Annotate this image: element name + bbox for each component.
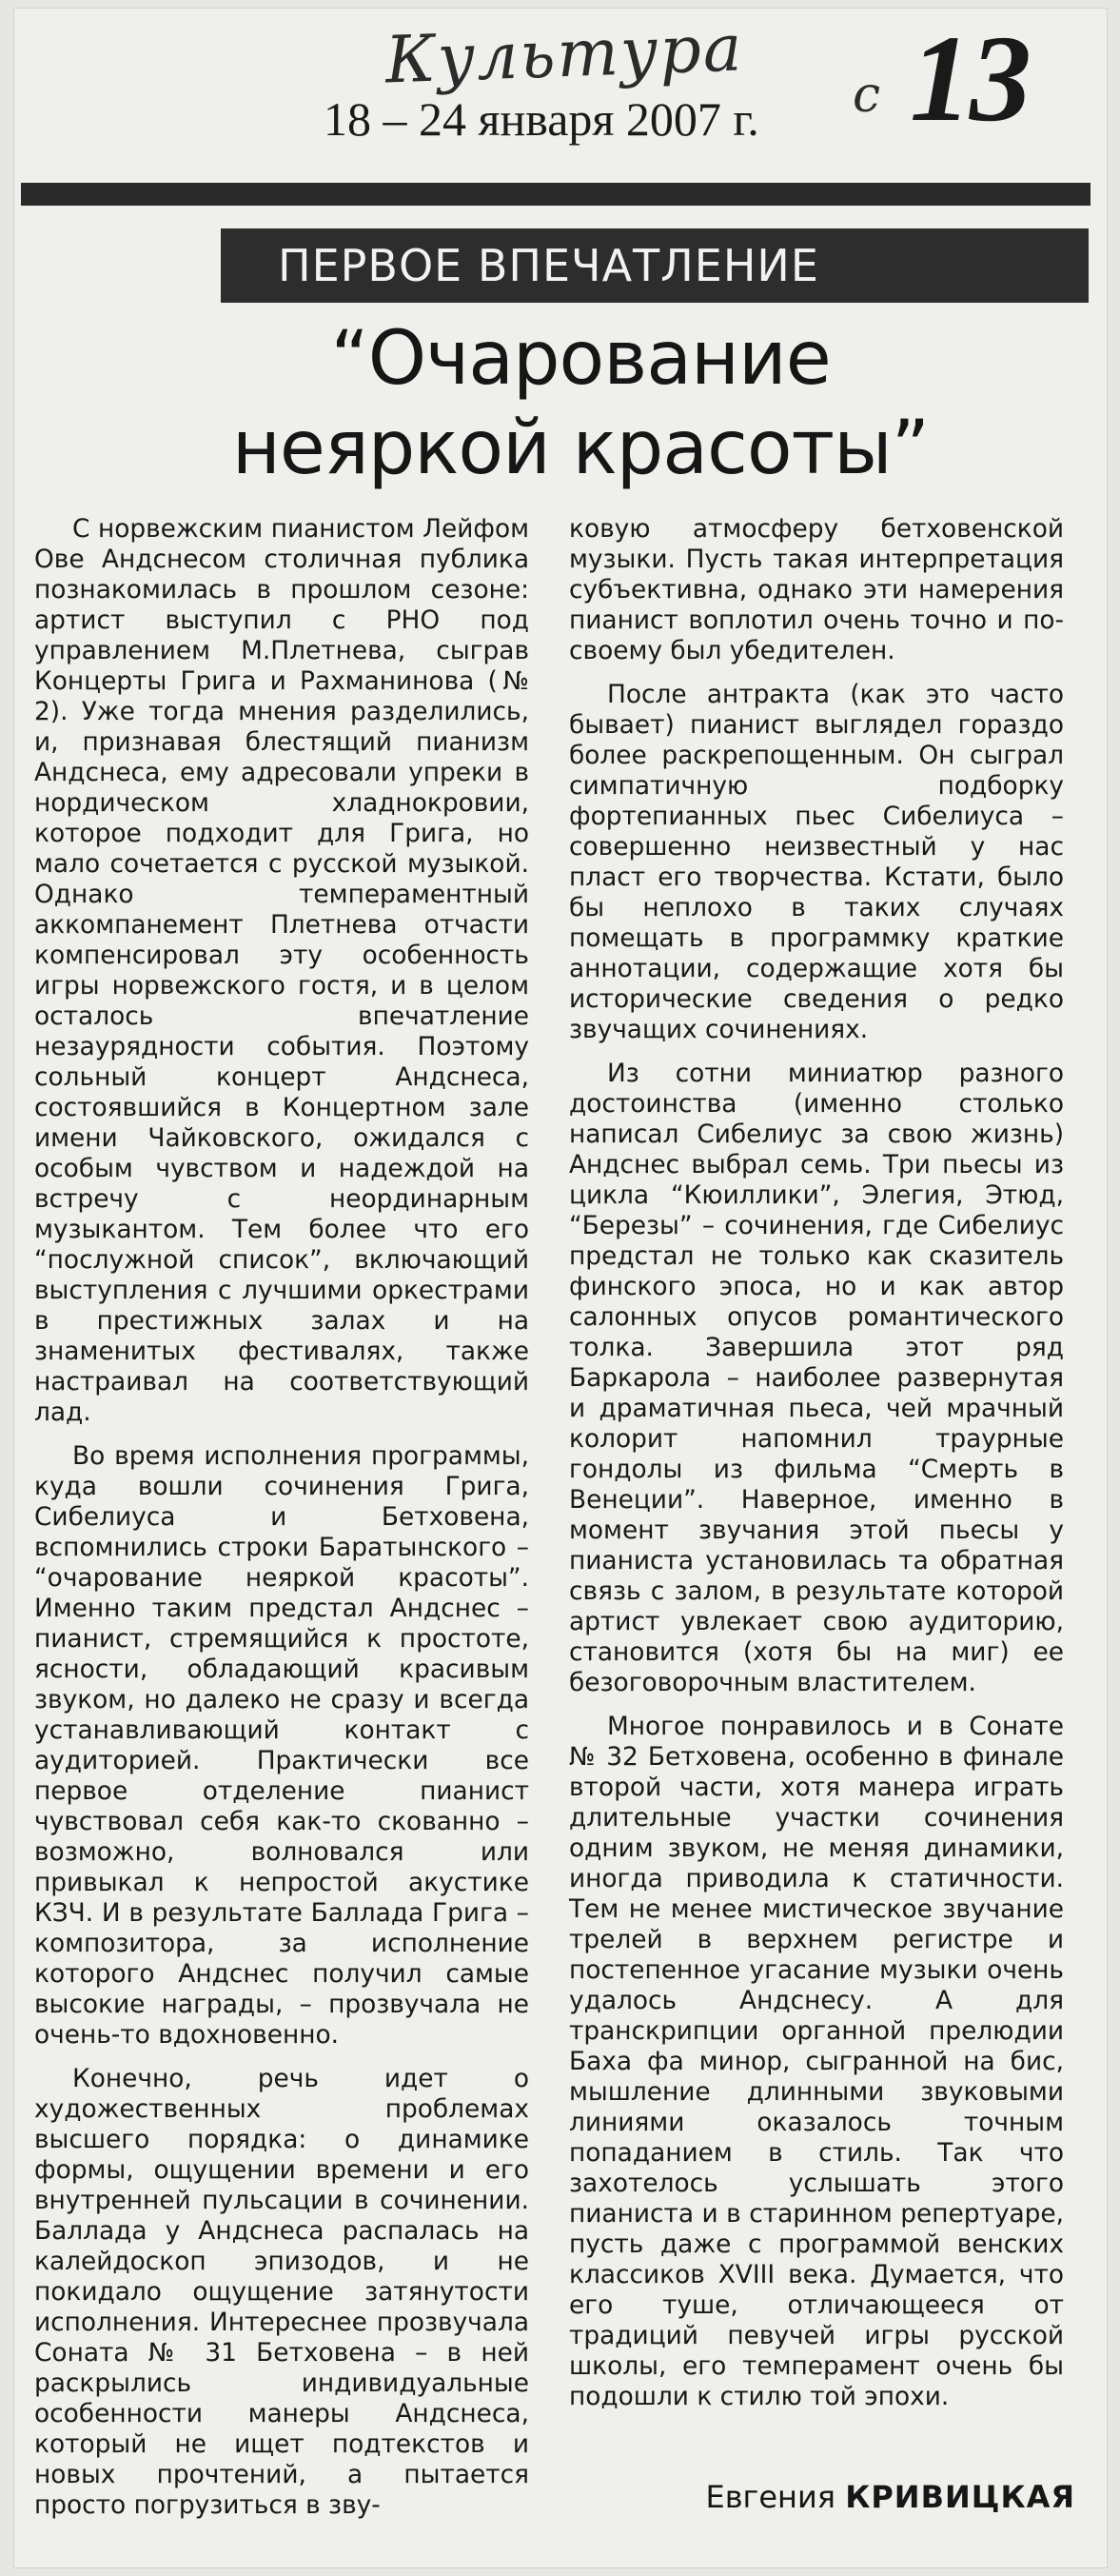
handwritten-note: Культура: [383, 10, 745, 99]
paragraph: С норвежским пианистом Лейфом Ове Андснесом столичная публика познакомилась в прошлом сезоне: артист выступил с РНО под управлением М.Плетнева, сыграв Концерты Грига и Рахманинова (№ 2). Уже тогда мнения разделились, и, признавая блестящий пианизм Андснеса, ему адресовали упреки в нордическом хладнокровии, которое подходит для Грига, но мало сочетается с русской музыкой. Однако темпераментный аккомпанемент Плетнева отчасти компенсировал эту особенность игры норвежского гостя, и в целом осталось впечатление незаурядности события. Поэтому сольный концерт Андснеса, состоявшийся в Концертном зале имени Чайковского, ожидался с особым чувством и надеждой на встречу с неординарным музыкантом. Тем более что его “послужной список”, включающий выступления с лучшими оркестрами в престижных залах и на знаменитых фестивалях, также настраивал на соответствующий лад.: [34, 514, 529, 1427]
headline-line-1: “Очарование: [330, 316, 831, 402]
article-headline: [143, 314, 1018, 493]
rubric-bar: [221, 228, 1089, 303]
author-first-name: Евгения: [705, 2479, 836, 2515]
header-rule: [21, 183, 1091, 206]
article-column-left: [34, 514, 529, 2521]
headline-line-2: неяркой красоты”: [231, 406, 930, 491]
handwritten-mark: с: [853, 67, 881, 124]
page-number: 13: [910, 10, 1030, 148]
author-surname: КРИВИЦКАЯ: [845, 2479, 1075, 2515]
paragraph: Многое понравилось и в Сонате № 32 Бетховена, особенно в финале второй части, хотя манера играть длительные участки сочинения одним звуком, не меняя динамики, иногда приводила к статичности. Тем не менее мистическое звучание трелей в верхнем регистре и постепенное угасание музыки очень удалось Андснесу. А для транскрипции органной прелюдии Баха фа минор, сыгранной на бис, мышление длинными звуковыми линиями оказалось точным попаданием в стиль. Так что захотелось услышать этого пианиста и в старинном репертуаре, пусть даже с программой венских классиков XVIII века. Думается, что его туше, отличающееся от традиций певучей игры русской школы, его темперамент очень бы подошли к стилю той эпохи.: [569, 1712, 1064, 2411]
article-column-right: [569, 514, 1064, 2412]
paragraph: Конечно, речь идет о художественных проблемах высшего порядка: о динамике формы, ощущении времени и его внутренней пульсации в сочинении. Баллада у Андснеса распалась на калейдоскоп эпизодов, и не покидало ощущение затянутости исполнения. Интереснее прозвучала Соната № 31 Бетховена – в ней раскрылись индивидуальные особенности манеры Андснеса, который не ищет подтекстов и новых прочтений, а пытается просто погрузиться в зву-: [34, 2064, 529, 2520]
paragraph: После антракта (как это часто бывает) пианист выглядел гораздо более раскрепощенным. Он сыграл симпатичную подборку фортепианных пьес Сибелиуса – совершенно неизвестный у нас пласт его творчества. Кстати, было бы неплохо в таких случаях помещать в программку краткие аннотации, содержащие хотя бы исторические сведения о редко звучащих сочинениях.: [569, 680, 1064, 1044]
author-signature: [657, 2479, 1075, 2515]
rubric-label: ПЕРВОЕ ВПЕЧАТЛЕНИЕ: [278, 240, 819, 291]
paragraph: ковую атмосферу бетховенской музыки. Пусть такая интерпретация субъективна, однако эти намерения пианист воплотил очень точно и по-своему был убедителен.: [569, 514, 1064, 665]
paragraph: Во время исполнения программы, куда вошли сочинения Грига, Сибелиуса и Бетховена, вспомнились строки Баратынского – “очарование неяркой красоты”. Именно таким предстал Андснес – пианист, стремящийся к простоте, ясности, обладающий красивым звуком, но далеко не сразу и всегда устанавливающий контакт с аудиторией. Практически все первое отделение пианист чувствовал себя как-то скованно – возможно, волновался или привыкал к непростой акустике КЗЧ. И в результате Баллада Грига – композитора, за исполнение которого Андснес получил самые высокие награды, – прозвучала не очень-то вдохновенно.: [34, 1441, 529, 2050]
issue-date: 18 – 24 января 2007 г.: [324, 92, 759, 146]
paragraph: Из сотни миниатюр разного достоинства (именно столько написал Сибелиус за свою жизнь) Андснес выбрал семь. Три пьесы из цикла “Кюиллики”, Элегия, Этюд, “Березы” – сочинения, где Сибелиус предстал не только как сказитель финского эпоса, но и как автор салонных опусов романтического толка. Завершила этот ряд Баркарола – наиболее развернутая и драматичная пьеса, чей мрачный колорит напомнил траурные гондолы из фильма “Смерть в Венеции”. Наверное, именно в момент звучания этой пьесы у пианиста установилась та обратная связь с залом, в результате которой артист увлекает свою аудиторию, становится (хотя бы на миг) ее безоговорочным властителем.: [569, 1059, 1064, 1697]
